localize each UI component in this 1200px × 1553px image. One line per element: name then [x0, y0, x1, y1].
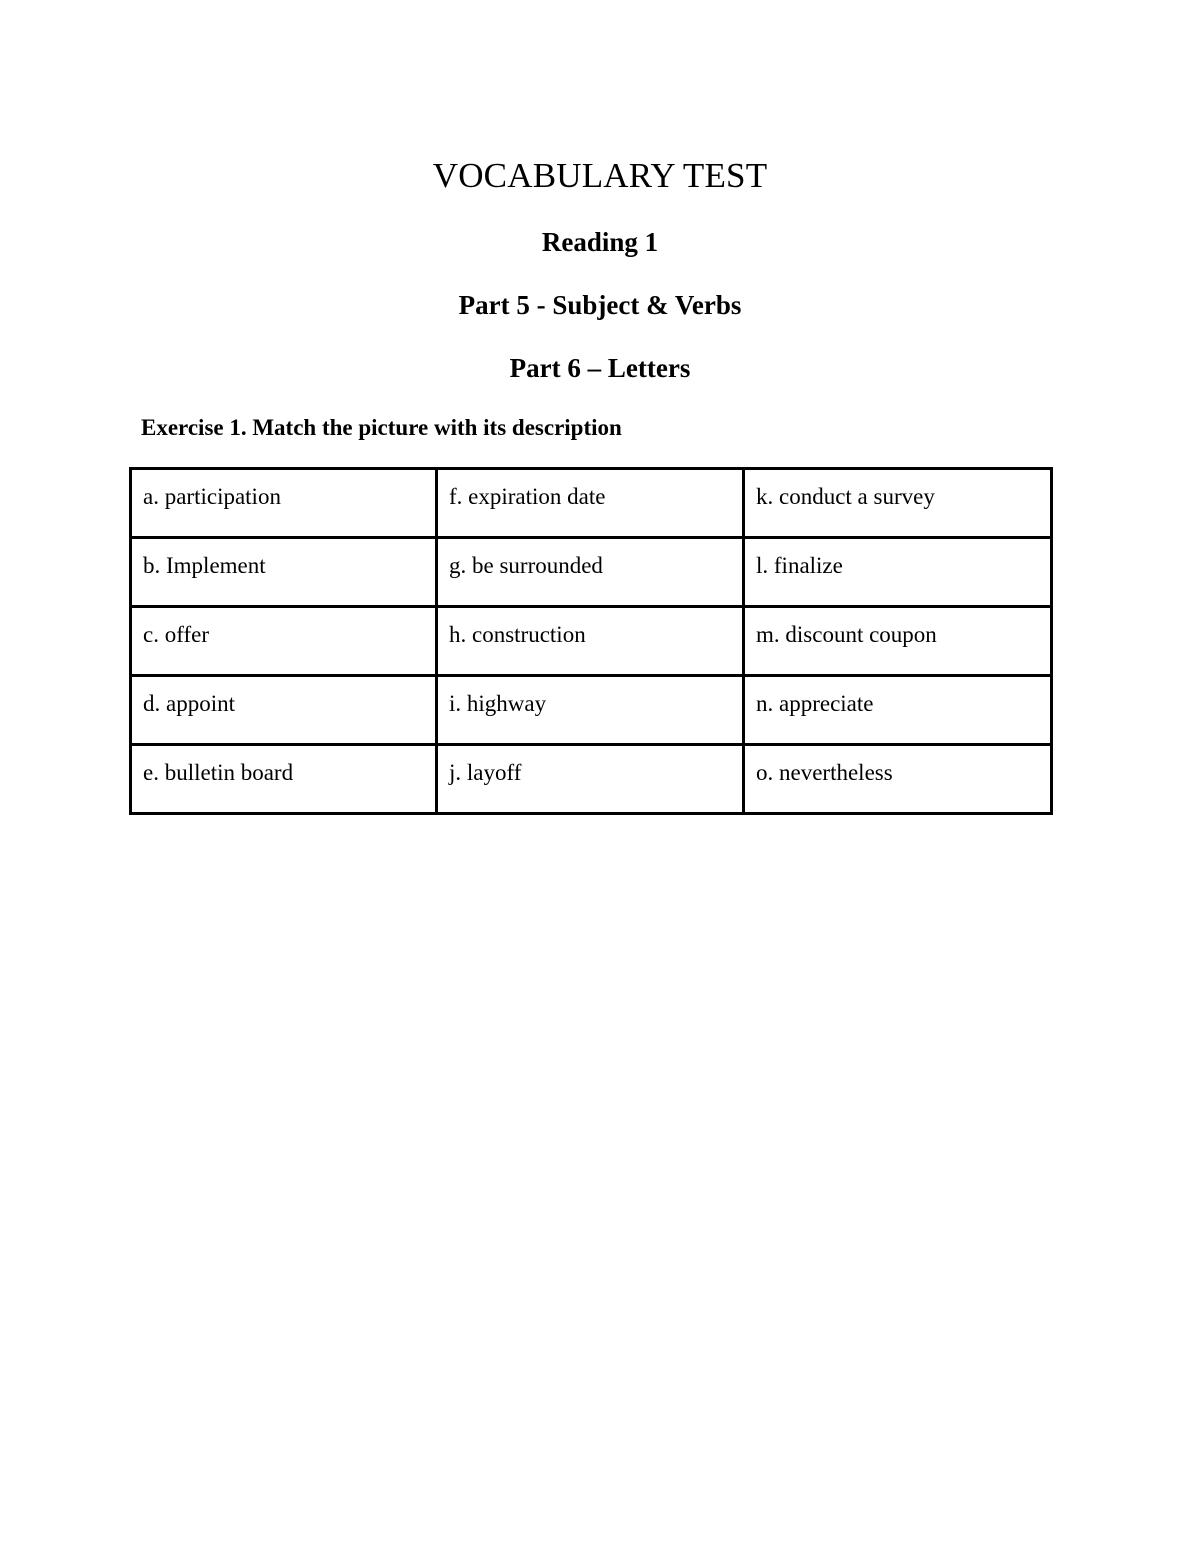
- vocab-cell-b: b. Implement: [131, 538, 437, 607]
- vocab-cell-a: a. participation: [131, 469, 437, 538]
- part5-heading: Part 5 - Subject & Verbs: [458, 290, 742, 320]
- vocab-cell-k: k. conduct a survey: [744, 469, 1052, 538]
- vocab-cell-e: e. bulletin board: [131, 745, 437, 814]
- vocab-cell-n: n. appreciate: [744, 676, 1052, 745]
- vocab-cell-c: c. offer: [131, 607, 437, 676]
- vocab-cell-j: j. layoff: [437, 745, 744, 814]
- vocab-cell-d: d. appoint: [131, 676, 437, 745]
- table-row: [131, 607, 1052, 676]
- vocab-cell-h: h. construction: [437, 607, 744, 676]
- table-row: [131, 676, 1052, 745]
- document-title: VOCABULARY TEST: [432, 156, 768, 195]
- vocab-cell-l: l. finalize: [744, 538, 1052, 607]
- vocabulary-table: [129, 467, 1053, 815]
- vocab-cell-f: f. expiration date: [437, 469, 744, 538]
- reading-heading: Reading 1: [541, 227, 659, 257]
- table-row: [131, 745, 1052, 814]
- vocab-cell-o: o. nevertheless: [744, 745, 1052, 814]
- table-row: [131, 469, 1052, 538]
- table-row: [131, 538, 1052, 607]
- part6-heading: Part 6 – Letters: [509, 353, 691, 383]
- exercise-heading: Exercise 1. Match the picture with its description: [141, 415, 622, 440]
- vocab-cell-i: i. highway: [437, 676, 744, 745]
- vocab-cell-g: g. be surrounded: [437, 538, 744, 607]
- vocab-cell-m: m. discount coupon: [744, 607, 1052, 676]
